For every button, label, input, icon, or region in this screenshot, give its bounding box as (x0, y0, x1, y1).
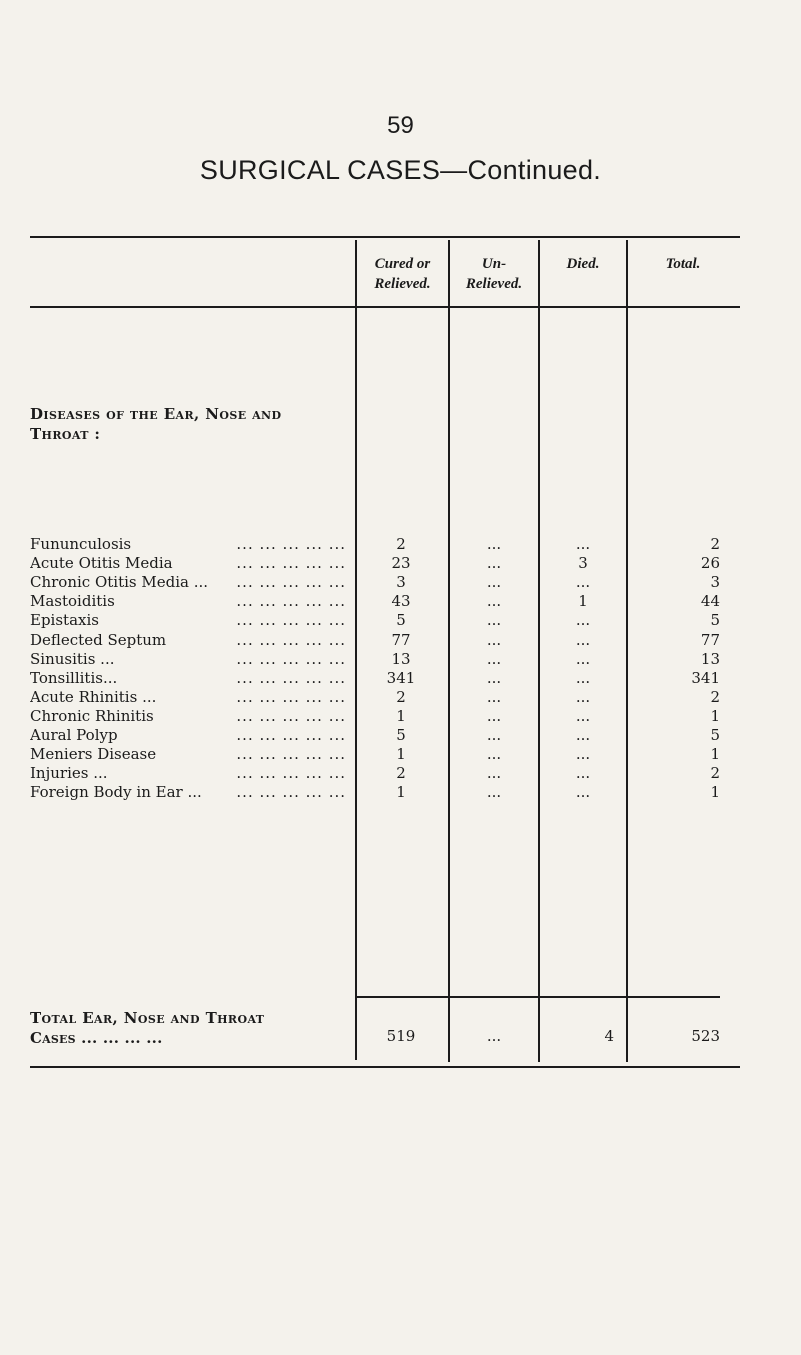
dot-leader: ... ... ... ... ... (236, 592, 346, 611)
cell-cured: 13 (391, 649, 411, 668)
cell-total: 26 (700, 554, 720, 573)
row-name (30, 707, 346, 726)
cell-died: ... (575, 611, 591, 630)
cell-total: 2 (710, 764, 720, 783)
table-row (0, 707, 801, 726)
dot-leader: ... ... ... ... ... (236, 554, 346, 573)
dot-leader: ... ... ... ... ... (236, 726, 346, 744)
cell-total: 3 (710, 573, 720, 592)
row-name-label: Epistaxis (30, 611, 103, 629)
cell-cured: 77 (391, 630, 411, 649)
dot-leader: ... ... ... ... ... (236, 706, 346, 725)
cell-cured: 43 (391, 592, 411, 611)
cell-unrelieved: ... (486, 611, 502, 630)
cell-cured: 2 (396, 764, 406, 783)
row-name (30, 783, 346, 802)
cell-died: ... (575, 573, 591, 592)
dot-leader: ... ... ... ... ... (236, 649, 346, 668)
column-header-died: Died. (566, 256, 600, 272)
total-cured: 519 (386, 1027, 416, 1045)
table-row (0, 535, 801, 554)
cell-unrelieved: ... (486, 554, 502, 573)
table-row (0, 611, 801, 630)
table-bottom-rule (30, 1066, 740, 1068)
dot-leader: ... ... ... ... ... (236, 611, 346, 630)
row-name (30, 745, 346, 764)
cell-unrelieved: ... (486, 764, 502, 783)
page-title: SURGICAL CASES—Continued. (199, 155, 602, 185)
cell-died: ... (575, 668, 591, 687)
dot-leader: ... ... ... ... ... (236, 573, 346, 592)
row-name (30, 592, 346, 611)
cell-unrelieved: ... (486, 745, 502, 764)
cell-cured: 1 (396, 706, 406, 725)
cell-died: 3 (578, 554, 588, 573)
dot-leader: ... ... ... ... ... (236, 764, 346, 783)
row-name-label: Tonsillitis... (30, 669, 121, 687)
page-number: 59 (387, 112, 414, 139)
row-name (30, 688, 346, 707)
cell-total: 1 (710, 783, 720, 802)
row-name-label: Foreign Body in Ear ... (30, 783, 206, 801)
section-heading: Diseases of the Ear, Nose and Throat : (30, 405, 282, 443)
dot-leader: ... ... ... ... ... (236, 630, 346, 649)
column-header-unrelieved: Un- Relieved. (465, 256, 523, 292)
cell-unrelieved: ... (486, 687, 502, 706)
cell-died: ... (575, 764, 591, 783)
cell-cured: 1 (396, 783, 406, 802)
cell-unrelieved: ... (486, 706, 502, 725)
cell-unrelieved: ... (486, 726, 502, 744)
table-row (0, 573, 801, 592)
row-name (30, 650, 346, 669)
cell-cured: 5 (396, 726, 406, 744)
table-row (0, 650, 801, 669)
row-name (30, 631, 346, 650)
cell-died: ... (575, 535, 591, 553)
row-name-label: Fununculosis (30, 535, 135, 553)
total-unrelieved: ... (486, 1027, 502, 1045)
total-died: 4 (604, 1027, 614, 1045)
table-row (0, 783, 801, 802)
cell-cured: 5 (396, 611, 406, 630)
cell-cured: 2 (396, 687, 406, 706)
cell-died: ... (575, 783, 591, 802)
table-top-rule (30, 236, 740, 238)
cell-died: ... (575, 649, 591, 668)
table-row (0, 764, 801, 783)
column-header-cured: Cured or Relieved. (374, 256, 431, 292)
cell-cured: 23 (391, 554, 411, 573)
table-row (0, 554, 801, 573)
cell-total: 13 (700, 649, 720, 668)
cell-total: 2 (710, 535, 720, 553)
dot-leader: ... ... ... ... ... (236, 668, 346, 687)
cell-unrelieved: ... (486, 592, 502, 611)
row-name (30, 726, 346, 745)
cell-total: 341 (691, 668, 720, 687)
cell-died: ... (575, 630, 591, 649)
row-name (30, 764, 346, 783)
row-name-label: Acute Otitis Media (30, 554, 177, 572)
row-name (30, 554, 346, 573)
cell-died: 1 (578, 592, 588, 611)
row-name (30, 611, 346, 630)
cell-total: 1 (710, 706, 720, 725)
row-name-label: Acute Rhinitis ... (30, 688, 160, 706)
row-name (30, 573, 346, 592)
dot-leader: ... ... ... ... ... (236, 783, 346, 802)
total-label: Total Ear, Nose and Throat Cases ... ... ... ... (30, 1009, 265, 1047)
table-row (0, 726, 801, 745)
total-total: 523 (691, 1027, 720, 1045)
total-row (0, 1026, 801, 1046)
cell-total: 5 (710, 611, 720, 630)
dot-leader: ... ... ... ... ... (236, 687, 346, 706)
dot-leader: ... ... ... ... ... (236, 535, 346, 553)
cell-died: ... (575, 687, 591, 706)
cell-unrelieved: ... (486, 783, 502, 802)
dot-leader: ... ... ... ... ... (236, 745, 346, 764)
cell-cured: 1 (396, 745, 406, 764)
column-header-total: Total. (665, 256, 701, 272)
cell-died: ... (575, 726, 591, 744)
cell-cured: 3 (396, 573, 406, 592)
cell-unrelieved: ... (486, 630, 502, 649)
row-name-label: Deflected Septum (30, 631, 170, 649)
cell-unrelieved: ... (486, 535, 502, 553)
cell-total: 44 (700, 592, 720, 611)
table-row (0, 631, 801, 650)
cell-died: ... (575, 745, 591, 764)
cell-unrelieved: ... (486, 668, 502, 687)
row-name (30, 669, 346, 688)
row-name-label: Aural Polyp (30, 726, 122, 744)
row-name-label: Sinusitis ... (30, 650, 119, 668)
cell-unrelieved: ... (486, 573, 502, 592)
row-name-label: Chronic Rhinitis (30, 707, 158, 725)
cell-total: 2 (710, 687, 720, 706)
table-row (0, 669, 801, 688)
row-name-label: Meniers Disease (30, 745, 160, 763)
table-row (0, 592, 801, 611)
cell-cured: 2 (396, 535, 406, 553)
cell-died: ... (575, 706, 591, 725)
cell-total: 5 (710, 726, 720, 744)
cell-total: 1 (710, 745, 720, 764)
table-row (0, 745, 801, 764)
cell-unrelieved: ... (486, 649, 502, 668)
row-name (30, 535, 346, 554)
cell-cured: 341 (386, 668, 416, 687)
row-name-label: Injuries ... (30, 764, 112, 782)
table-row (0, 688, 801, 707)
header-bottom-rule (30, 306, 740, 308)
cell-total: 77 (700, 630, 720, 649)
row-name-label: Chronic Otitis Media ... (30, 573, 212, 591)
row-name-label: Mastoiditis (30, 592, 119, 610)
